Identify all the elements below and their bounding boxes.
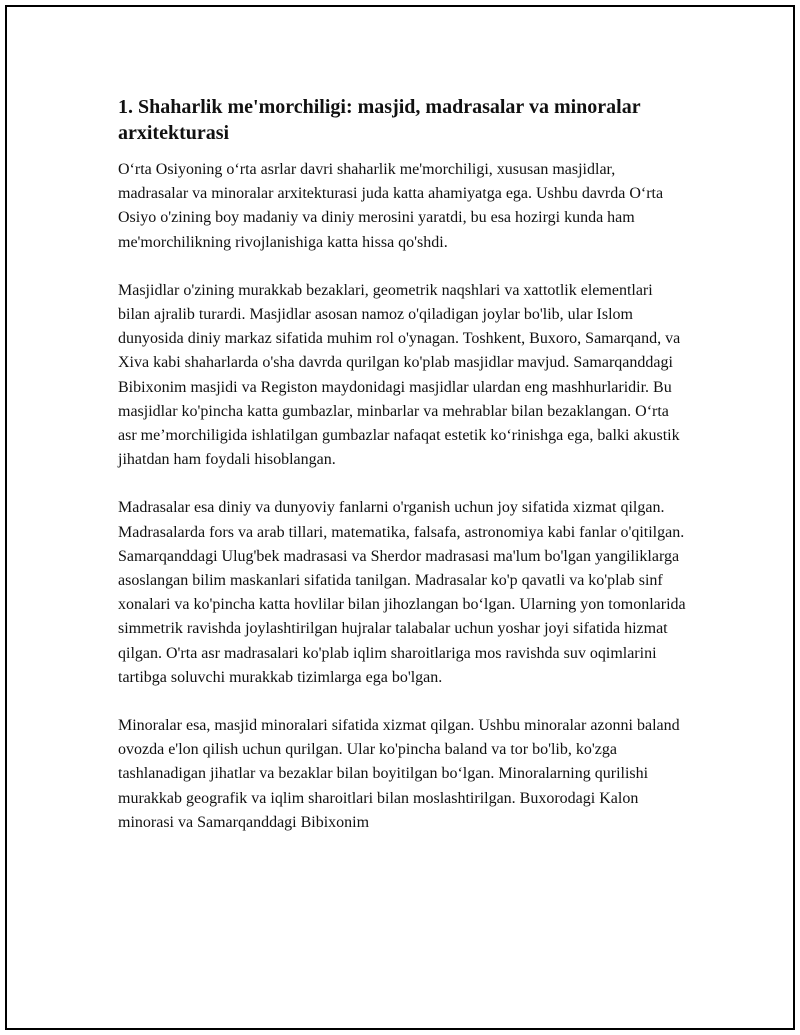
section-heading: 1. Shaharlik me'morchiligi: masjid, madrasalar va minoralar arxitekturasi xyxy=(118,96,641,144)
paragraph-minarets: Minoralar esa, masjid minoralari sifatida xizmat qilgan. Ushbu minoralar azonni baland ovozda e'lon qilish uchun qurilgan. Ular ko'pincha baland va tor bo'lib, ko'zga tashlanadigan jihatlar va bezaklar bilan boyitilgan bo‘lgan. Minoralarning qurilishi murakkab geografik va iqlim sharoitlari bilan moslashtirilgan. Buxorodagi Kalon minorasi va Samarqanddagi Bibixonim xyxy=(118,717,680,831)
paragraph-intro: O‘rta Osiyoning o‘rta asrlar davri shaharlik me'morchiligi, xususan masjidlar, madrasalar va minoralar arxitekturasi juda katta ahamiyatga ega. Ushbu davrda O‘rta Osiyo o'zining boy madaniy va diniy merosini yaratdi, bu esa hozirgi kunda ham me'morchilikning rivojlanishiga katta hissa qo'shdi. xyxy=(118,161,664,251)
paragraph-mosques: Masjidlar o'zining murakkab bezaklari, geometrik naqshlari va xattotlik elementlari bilan ajralib turardi. Masjidlar asosan namoz o'qiladigan joylar bo'lib, ular Islom dunyosida diniy markaz sifatida muhim rol o'ynagan. Toshkent, Buxoro, Samarqand, va Xiva kabi shaharlarda o'sha davrda qurilgan ko'plab masjidlar mavjud. Samarqanddagi Bibixonim masjidi va Registon maydonidagi masjidlar ulardan eng mashhurlaridir. Bu masjidlar ko'pincha katta gumbazlar, minbarlar va mehrablar bilan bezaklangan. O‘rta asr me’morchiligida ishlatilgan gumbazlar nafaqat estetik ko‘rinishga ega, balki akustik jihatdan ham foydali hisoblangan. xyxy=(118,281,681,469)
document-body xyxy=(118,94,688,859)
paragraph-madrasas: Madrasalar esa diniy va dunyoviy fanlarni o'rganish uchun joy sifatida xizmat qilgan. Madrasalarda fors va arab tillari, matematika, falsafa, astronomiya kabi fanlar o'qitilgan. Samarqanddagi Ulug'bek madrasasi va Sherdor madrasasi ma'lum bo'lgan yangiliklarga asoslangan bilim maskanlari sifatida tanilgan. Madrasalar ko'p qavatli va ko'plab sinf xonalari va ko'pincha katta hovlilar bilan jihozlangan bo‘lgan. Ularning yon tomonlarida simmetrik ravishda joylashtirilgan hujralar talabalar uchun yoshar joyi sifatida hizmat qilgan. O'rta asr madrasalari ko'plab iqlim sharoitlariga mos ravishda suv oqimlarini tartibga soluvchi murakkab tizimlarga ega bo'lgan. xyxy=(118,499,686,686)
